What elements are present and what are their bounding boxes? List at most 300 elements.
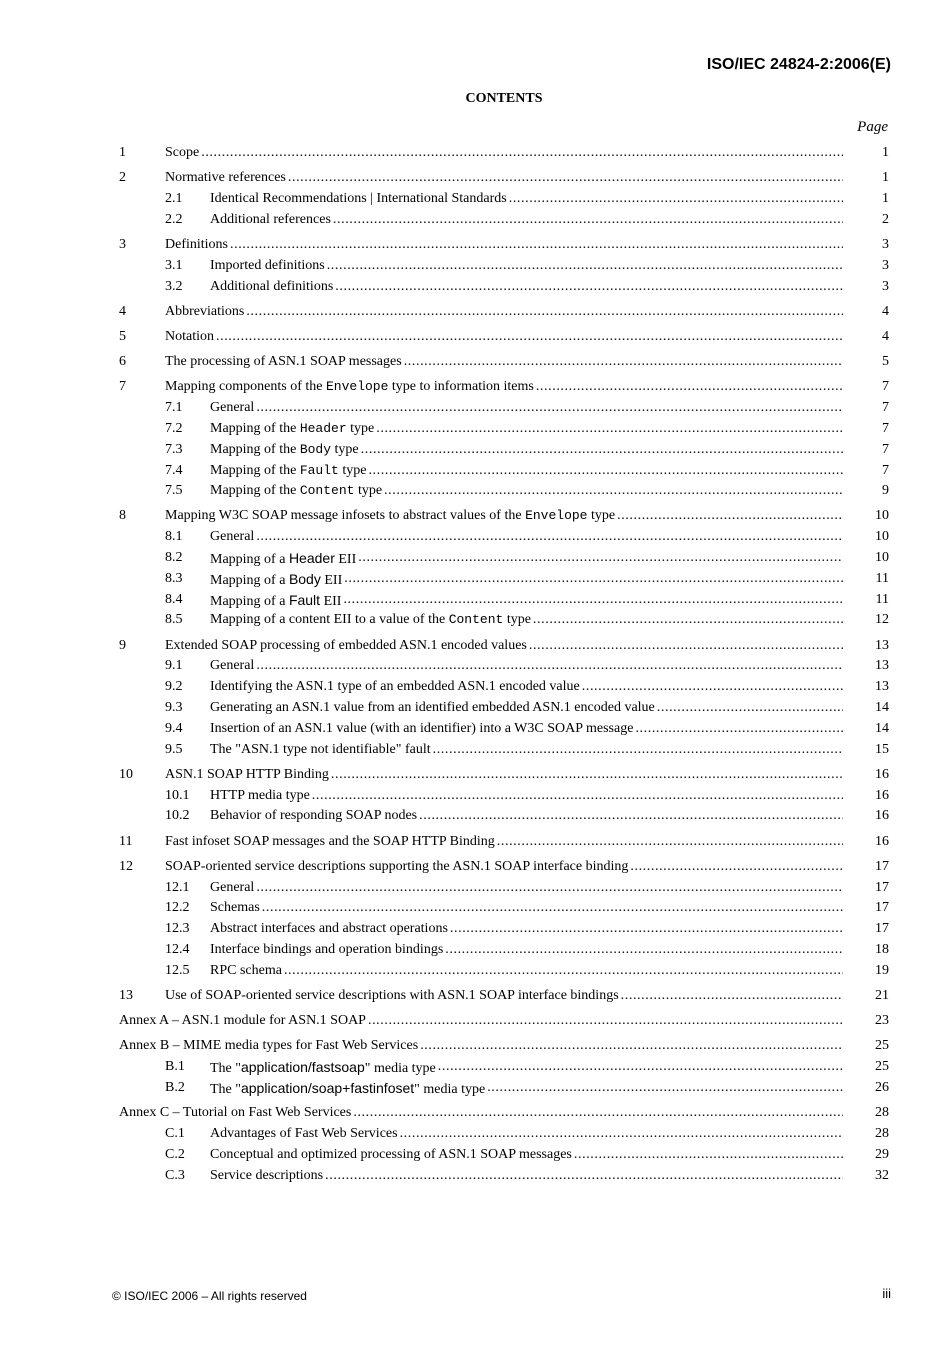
- toc-entry-title: [165, 327, 216, 348]
- toc-entry-title-leader: [210, 940, 843, 961]
- toc-entry-title-leader: [119, 1103, 843, 1124]
- toc-entry-number: C.1: [165, 1125, 185, 1141]
- toc-entry-page: 17: [875, 858, 889, 874]
- toc-entry-title-leader: [210, 256, 843, 277]
- toc-entry-title-part: " media type: [364, 1061, 436, 1077]
- toc-entry-page: 10: [875, 550, 889, 566]
- toc-entry-title: [165, 235, 230, 256]
- dot-leader: [582, 677, 843, 698]
- toc-entry-number: 11: [119, 833, 133, 849]
- toc-entry-title: [165, 302, 246, 323]
- dot-leader: [256, 656, 843, 677]
- toc-entry-page: 25: [875, 1059, 889, 1075]
- dot-leader: [497, 832, 843, 853]
- toc-entry-number: C.3: [165, 1167, 185, 1183]
- toc-entry-title-leader: [165, 636, 843, 657]
- toc-entry-page: 2: [882, 211, 889, 227]
- dot-leader: [256, 398, 843, 419]
- toc-entry-title-part: Extended SOAP processing of embedded ASN.1 encoded values: [165, 637, 527, 653]
- dot-leader: [246, 302, 843, 323]
- toc-entry-title-part: Identical Recommendations | International Standards: [210, 190, 507, 206]
- toc-entry-title: [210, 590, 343, 613]
- toc-entry-title-leader: [165, 235, 843, 256]
- toc-entry-number: 12.5: [165, 962, 190, 978]
- toc-entry-title-leader: [165, 765, 843, 786]
- toc-entry-title-part: Envelope: [525, 508, 588, 524]
- toc-entry-title: [210, 481, 384, 502]
- toc-entry-number: 1: [119, 145, 126, 160]
- toc-entry-title-part: Conceptual and optimized processing of ASN.1 SOAP messages: [210, 1146, 572, 1162]
- toc-entry-title-part: Interface bindings and operation bindings: [210, 941, 444, 957]
- toc-entry-title: [210, 256, 327, 277]
- toc-entry-title: [165, 168, 288, 189]
- dot-leader: [331, 765, 843, 786]
- toc-entry: [0, 786, 950, 807]
- toc-entry-page: 11: [875, 570, 889, 586]
- toc-entry-page: 10: [875, 529, 889, 545]
- toc-entry-title-part: General: [210, 529, 255, 545]
- dot-leader: [536, 377, 843, 398]
- toc-entry-title-part: Mapping W3C SOAP message infosets to abstract values of the: [165, 508, 526, 524]
- toc-entry-page: 4: [882, 328, 889, 344]
- toc-entry-number: 7.1: [165, 400, 183, 416]
- dot-leader: [384, 481, 843, 502]
- toc-entry-number: 5: [119, 328, 126, 344]
- toc-entry-title-leader: [119, 1036, 843, 1057]
- toc-entry-number: B.1: [165, 1059, 185, 1075]
- dot-leader: [353, 1103, 843, 1124]
- toc-entry-title: [210, 569, 344, 592]
- toc-entry-page: 7: [882, 379, 889, 395]
- toc-entry-title-leader: [165, 327, 843, 348]
- toc-entry-title: [210, 1057, 438, 1080]
- dot-leader: [288, 168, 843, 189]
- toc-entry-title-part: Content: [448, 612, 504, 628]
- toc-entry-title-leader: [210, 277, 843, 298]
- toc-entry: [0, 1103, 950, 1124]
- toc-entry-title-leader: [210, 461, 843, 482]
- toc-entry: [0, 806, 950, 827]
- toc-entry: [0, 698, 950, 719]
- toc-entry-number: 8.5: [165, 612, 183, 628]
- toc-entry-title-leader: [210, 189, 843, 210]
- page-title: CONTENTS: [465, 91, 543, 106]
- dot-leader: [635, 719, 843, 740]
- toc-entry: [0, 440, 950, 461]
- copyright-footer: © ISO/IEC 2006 – All rights reserved: [112, 1289, 307, 1303]
- toc-entry-title-leader: [210, 1166, 843, 1187]
- toc-entry-title: [165, 506, 617, 527]
- toc-entry-number: 3: [119, 236, 126, 252]
- toc-entry-number: 9.2: [165, 679, 183, 695]
- toc-entry-number: 12.1: [165, 879, 190, 895]
- toc-entry-title-part: Annex C – Tutorial on Fast Web Services: [119, 1105, 352, 1121]
- toc-entry-title-part: Behavior of responding SOAP nodes: [210, 808, 418, 824]
- dot-leader: [487, 1078, 843, 1101]
- dot-leader: [400, 1124, 843, 1145]
- toc-entry-title-part: RPC schema: [210, 962, 282, 978]
- toc-entry-number: 9.1: [165, 658, 183, 674]
- toc-entry-page: 14: [875, 720, 889, 736]
- toc-entry-title-leader: [210, 961, 843, 982]
- toc-entry-title-part: Mapping of a content EII to a value of the: [210, 612, 449, 628]
- table-of-contents: [0, 143, 950, 1186]
- toc-entry-number: 12: [119, 858, 133, 874]
- dot-leader: [201, 143, 843, 164]
- toc-entry: [0, 740, 950, 761]
- dot-leader: [621, 986, 843, 1007]
- toc-entry: [0, 143, 950, 164]
- toc-entry-title-part: Mapping of a: [210, 593, 289, 609]
- toc-entry: [0, 878, 950, 899]
- toc-entry-title-part: type: [587, 508, 616, 524]
- dot-leader: [368, 461, 843, 482]
- toc-entry-number: 10: [119, 766, 133, 782]
- toc-entry-title-part: Mapping of a: [210, 572, 289, 588]
- toc-entry-title-part: The ": [210, 1061, 241, 1077]
- toc-entry: [0, 506, 950, 527]
- toc-entry-number: 6: [119, 354, 126, 370]
- dot-leader: [450, 919, 843, 940]
- toc-entry-title: [210, 878, 256, 899]
- dot-leader: [343, 590, 843, 613]
- toc-entry: [0, 419, 950, 440]
- toc-entry-title-leader: [165, 302, 843, 323]
- toc-entry-number: 7.4: [165, 462, 183, 478]
- toc-entry-title-part: Annex A – ASN.1 module for ASN.1 SOAP: [119, 1013, 366, 1029]
- dot-leader: [361, 440, 843, 461]
- toc-entry-title: [165, 765, 331, 786]
- dot-leader: [325, 1166, 843, 1187]
- toc-entry-title-leader: [210, 719, 843, 740]
- toc-entry-title-part: application/fastsoap: [240, 1059, 365, 1076]
- toc-entry-title: [165, 857, 630, 878]
- toc-entry: [0, 961, 950, 982]
- toc-entry-title-leader: [210, 398, 843, 419]
- toc-entry-title-leader: [210, 210, 843, 231]
- toc-entry-page: 16: [875, 833, 889, 849]
- dot-leader: [333, 210, 843, 231]
- toc-entry-title: [210, 719, 635, 740]
- toc-entry-title-part: type: [354, 483, 383, 499]
- toc-entry-number: 8.4: [165, 591, 183, 607]
- dot-leader: [284, 961, 843, 982]
- dot-leader: [533, 610, 843, 631]
- toc-entry-title-part: General: [210, 658, 255, 674]
- dot-leader: [344, 569, 843, 592]
- toc-entry: [0, 656, 950, 677]
- toc-entry-title-part: Mapping components of the: [165, 379, 326, 395]
- toc-entry-title-leader: [210, 481, 843, 502]
- toc-entry-page: 17: [875, 879, 889, 895]
- toc-entry-title: [210, 419, 376, 440]
- toc-entry-title: [210, 548, 358, 571]
- toc-entry: [0, 461, 950, 482]
- toc-entry-page: 28: [875, 1105, 889, 1121]
- dot-leader: [256, 527, 843, 548]
- dot-leader: [433, 740, 843, 761]
- dot-leader: [368, 1011, 843, 1032]
- toc-entry-page: 16: [875, 787, 889, 803]
- toc-entry-title: [210, 961, 284, 982]
- toc-entry-page: 7: [882, 462, 889, 478]
- toc-entry-title: [119, 1011, 368, 1032]
- toc-entry: [0, 1124, 950, 1145]
- dot-leader: [327, 256, 843, 277]
- toc-entry-number: 7: [119, 379, 126, 395]
- page-column-label: Page: [857, 119, 888, 135]
- toc-entry-page: 1: [882, 145, 889, 160]
- toc-entry-title: [165, 832, 497, 853]
- toc-entry-number: 8.1: [165, 529, 183, 545]
- toc-entry-title-part: Additional references: [210, 211, 331, 227]
- toc-entry: [0, 398, 950, 419]
- toc-entry-title-part: General: [210, 400, 255, 416]
- toc-entry-title-part: Fault: [288, 591, 321, 608]
- toc-entry-title-part: Fault: [299, 462, 339, 478]
- toc-entry-title-leader: [165, 168, 843, 189]
- toc-entry: [0, 1145, 950, 1166]
- toc-entry-title-part: Header: [299, 420, 347, 436]
- toc-entry-page: 14: [875, 700, 889, 716]
- toc-entry-title-leader: [210, 1057, 843, 1080]
- toc-entry-title-part: EII: [320, 593, 342, 609]
- toc-entry-title-part: Envelope: [325, 379, 389, 395]
- toc-entry-number: C.2: [165, 1146, 185, 1162]
- dot-leader: [574, 1145, 843, 1166]
- toc-entry-page: 23: [875, 1013, 889, 1029]
- toc-entry-page: 1: [882, 170, 889, 186]
- toc-entry-number: 2.1: [165, 190, 183, 206]
- page-number-footer: iii: [882, 1286, 891, 1301]
- toc-entry-title: [119, 1103, 353, 1124]
- toc-entry-title-leader: [210, 1124, 843, 1145]
- toc-entry: [0, 1166, 950, 1187]
- toc-entry-title-part: Mapping of the: [210, 441, 300, 457]
- toc-entry-page: 21: [875, 987, 889, 1003]
- toc-entry-title-leader: [210, 610, 843, 631]
- toc-entry: [0, 636, 950, 657]
- toc-entry-title-leader: [210, 419, 843, 440]
- toc-entry-title-leader: [210, 786, 843, 807]
- toc-entry-title-part: " media type: [414, 1081, 486, 1097]
- dot-leader: [358, 548, 843, 571]
- toc-entry-title-part: application/soap+fastinfoset: [240, 1079, 415, 1096]
- toc-entry-title-leader: [210, 548, 843, 571]
- toc-entry-title-part: Additional definitions: [210, 278, 334, 294]
- toc-entry-number: 12.4: [165, 941, 190, 957]
- dot-leader: [262, 898, 843, 919]
- toc-entry-title-part: Annex B – MIME media types for Fast Web Services: [119, 1038, 419, 1054]
- toc-entry-title-leader: [210, 740, 843, 761]
- toc-entry-number: 3.1: [165, 257, 183, 273]
- toc-entry-title: [210, 1078, 487, 1101]
- toc-entry-title-leader: [210, 590, 843, 613]
- toc-entry: [0, 352, 950, 373]
- toc-entry-number: 2: [119, 170, 126, 186]
- toc-entry-title-part: Generating an ASN.1 value from an identified embedded ASN.1 encoded value: [210, 700, 655, 716]
- toc-entry-title: [119, 1036, 420, 1057]
- toc-entry-title: [210, 461, 368, 482]
- toc-entry: [0, 719, 950, 740]
- toc-entry-number: 2.2: [165, 211, 183, 227]
- toc-entry-page: 13: [875, 658, 889, 674]
- dot-leader: [404, 352, 843, 373]
- toc-entry-number: 9.3: [165, 700, 183, 716]
- toc-entry-title-leader: [210, 898, 843, 919]
- dot-leader: [335, 277, 843, 298]
- toc-entry-number: 13: [119, 987, 133, 1003]
- toc-entry-title: [165, 143, 201, 164]
- toc-entry-title-part: HTTP media type: [210, 787, 310, 803]
- toc-entry-title-part: Use of SOAP-oriented service descriptions with ASN.1 SOAP interface bindings: [165, 987, 619, 1003]
- toc-entry: [0, 210, 950, 231]
- toc-entry-title: [210, 277, 335, 298]
- dot-leader: [445, 940, 843, 961]
- dot-leader: [419, 806, 843, 827]
- toc-entry-title-leader: [210, 1145, 843, 1166]
- toc-entry-title: [210, 398, 256, 419]
- toc-entry-title-part: The ": [210, 1081, 241, 1097]
- toc-entry-title-leader: [210, 569, 843, 592]
- toc-entry-title: [210, 940, 445, 961]
- toc-entry-title-part: Mapping of the: [210, 420, 300, 436]
- toc-entry: [0, 857, 950, 878]
- toc-entry: [0, 1057, 950, 1078]
- toc-entry-title: [210, 440, 361, 461]
- toc-entry: [0, 256, 950, 277]
- toc-entry-title-part: The "ASN.1 type not identifiable" fault: [210, 741, 431, 757]
- toc-entry-page: 19: [875, 962, 889, 978]
- toc-entry-title-leader: [210, 919, 843, 940]
- toc-entry-title-part: The processing of ASN.1 SOAP messages: [165, 354, 402, 370]
- toc-entry-title: [210, 806, 419, 827]
- toc-entry-title-leader: [165, 377, 843, 398]
- toc-entry-title: [210, 677, 582, 698]
- dot-leader: [216, 327, 843, 348]
- dot-leader: [256, 878, 843, 899]
- dot-leader: [420, 1036, 843, 1057]
- toc-entry-title: [165, 636, 529, 657]
- toc-entry-title-leader: [210, 806, 843, 827]
- toc-entry-number: 3.2: [165, 278, 183, 294]
- toc-entry-number: 12.2: [165, 900, 190, 916]
- toc-entry-title-part: Service descriptions: [210, 1167, 324, 1183]
- toc-entry-page: 17: [875, 921, 889, 937]
- toc-entry-title-leader: [210, 440, 843, 461]
- toc-entry-number: 8.3: [165, 570, 183, 586]
- toc-entry-title: [210, 1124, 400, 1145]
- toc-entry-page: 29: [875, 1146, 889, 1162]
- toc-entry-title-part: EII: [334, 552, 357, 568]
- toc-entry-title-leader: [210, 677, 843, 698]
- toc-entry-title-part: Schemas: [210, 900, 260, 916]
- toc-entry-title-part: Abstract interfaces and abstract operations: [210, 921, 448, 937]
- toc-entry-page: 1: [882, 190, 889, 206]
- toc-entry-title: [165, 377, 536, 398]
- toc-entry: [0, 569, 950, 590]
- document-id-header: ISO/IEC 24824-2:2006(E): [706, 56, 891, 73]
- toc-entry-title-part: Normative references: [165, 170, 286, 186]
- toc-entry: [0, 302, 950, 323]
- dot-leader: [230, 235, 843, 256]
- toc-entry-title-part: Mapping of the: [210, 483, 300, 499]
- toc-entry-number: 8.2: [165, 550, 183, 566]
- toc-entry: [0, 377, 950, 398]
- dot-leader: [312, 786, 843, 807]
- toc-entry-title-leader: [210, 878, 843, 899]
- toc-entry: [0, 765, 950, 786]
- toc-entry-title-part: type: [346, 420, 375, 436]
- dot-leader: [657, 698, 843, 719]
- toc-entry: [0, 277, 950, 298]
- toc-entry-title-part: SOAP-oriented service descriptions supporting the ASN.1 SOAP interface binding: [165, 858, 629, 874]
- toc-entry-number: 10.1: [165, 787, 190, 803]
- toc-entry-title-part: Mapping of the: [210, 462, 300, 478]
- toc-entry-title: [210, 656, 256, 677]
- toc-entry-title: [210, 610, 533, 631]
- toc-entry: [0, 481, 950, 502]
- toc-entry-title-part: type: [503, 612, 531, 628]
- toc-entry-number: 9.4: [165, 720, 183, 736]
- toc-entry: [0, 168, 950, 189]
- toc-entry-title-part: Definitions: [165, 236, 228, 252]
- toc-entry-title-part: Insertion of an ASN.1 value (with an identifier) into a W3C SOAP message: [210, 720, 634, 736]
- toc-entry-title-part: Notation: [165, 328, 214, 344]
- toc-entry-title-part: Mapping of a: [210, 552, 289, 568]
- toc-entry-title-leader: [210, 1078, 843, 1101]
- toc-entry-number: B.2: [165, 1079, 185, 1095]
- toc-entry-title: [165, 986, 621, 1007]
- toc-entry-title: [165, 352, 404, 373]
- toc-entry-page: 17: [875, 900, 889, 916]
- toc-entry-title-part: Imported definitions: [210, 257, 325, 273]
- toc-entry: [0, 986, 950, 1007]
- dot-leader: [438, 1057, 843, 1080]
- toc-entry-page: 13: [875, 637, 889, 653]
- toc-entry-page: 12: [875, 612, 889, 628]
- toc-entry-title: [210, 1145, 574, 1166]
- toc-entry-page: 10: [875, 508, 889, 524]
- toc-entry: [0, 1011, 950, 1032]
- toc-entry: [0, 527, 950, 548]
- dot-leader: [376, 419, 843, 440]
- toc-entry-title: [210, 189, 509, 210]
- toc-entry-page: 15: [875, 741, 889, 757]
- toc-entry: [0, 940, 950, 961]
- toc-entry-title-part: ASN.1 SOAP HTTP Binding: [165, 766, 329, 782]
- toc-entry-title-part: type: [331, 441, 359, 457]
- toc-entry-title-leader: [210, 527, 843, 548]
- toc-entry-page: 28: [875, 1125, 889, 1141]
- toc-entry-page: 26: [875, 1079, 889, 1095]
- toc-entry-title: [210, 919, 450, 940]
- toc-entry-page: 16: [875, 808, 889, 824]
- toc-entry-page: 7: [882, 441, 889, 457]
- toc-entry: [0, 189, 950, 210]
- toc-entry-page: 3: [882, 236, 889, 252]
- toc-entry-number: 9.5: [165, 741, 183, 757]
- dot-leader: [509, 189, 843, 210]
- toc-entry-number: 8: [119, 508, 126, 524]
- toc-entry-number: 7.5: [165, 483, 183, 499]
- toc-entry-title-leader: [210, 698, 843, 719]
- toc-entry-number: 9: [119, 637, 126, 653]
- toc-entry-title-part: Body: [288, 570, 321, 587]
- toc-entry: [0, 898, 950, 919]
- toc-entry-title-part: Abbreviations: [165, 303, 245, 319]
- toc-entry-title-leader: [165, 506, 843, 527]
